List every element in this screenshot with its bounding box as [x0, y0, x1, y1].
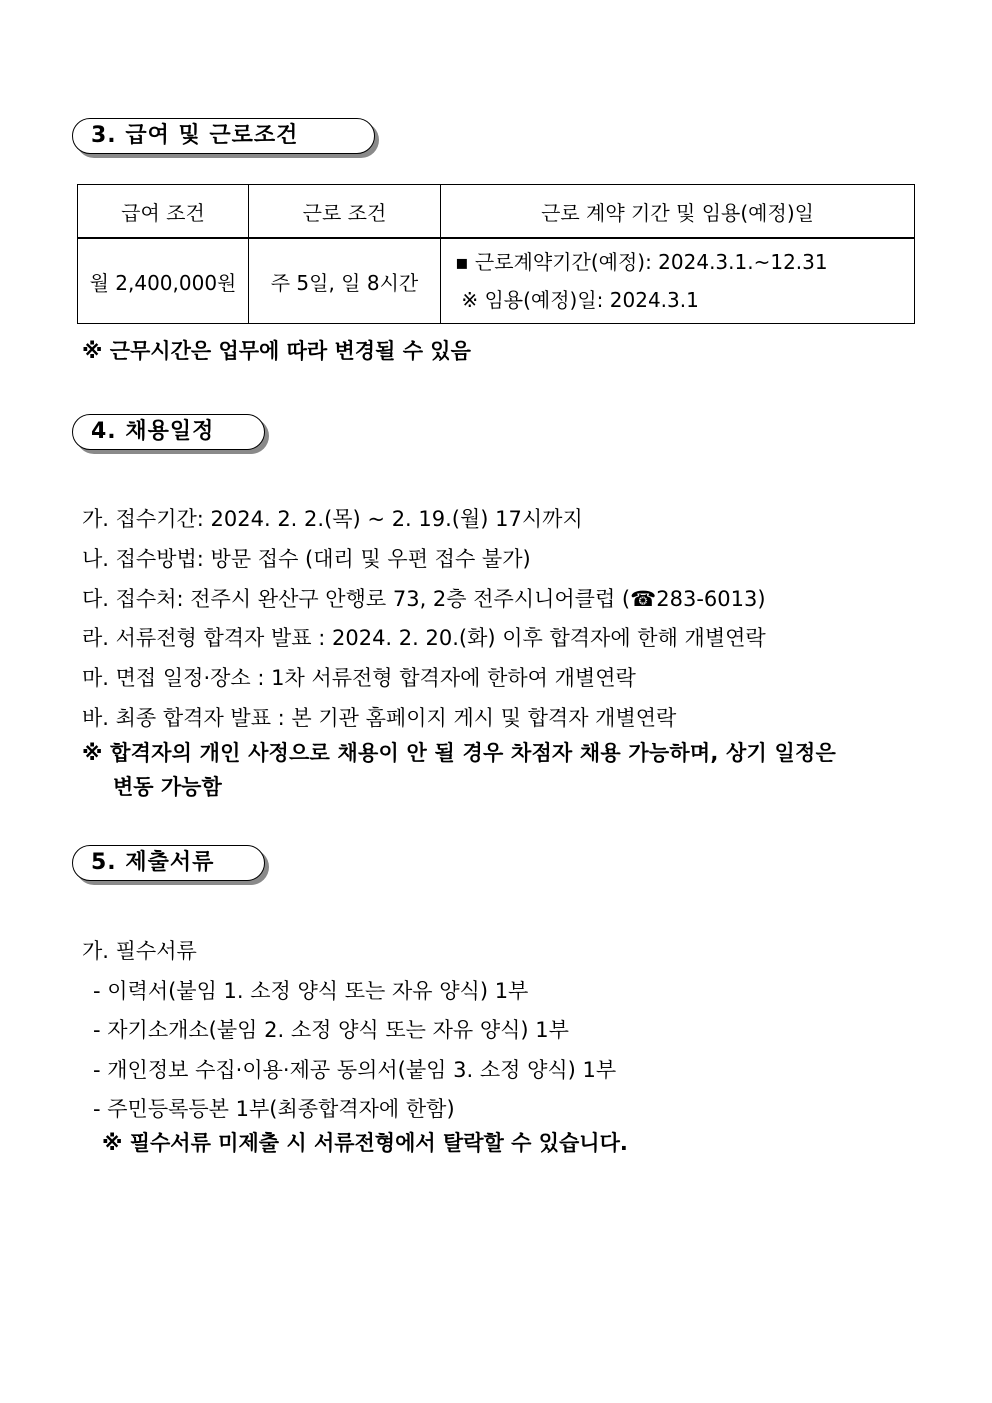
section3-note: ※ 근무시간은 업무에 따라 변경될 수 있음 [82, 339, 471, 363]
schedule-item-interview: 마. 면접 일정·장소 : 1차 서류전형 합격자에 한하여 개별연락 [82, 666, 636, 690]
schedule-item-period: 가. 접수기간: 2024. 2. 2.(목) ~ 2. 19.(월) 17시까지 [82, 507, 583, 531]
document-item-resume: - 이력서(붙임 1. 소정 양식 또는 자유 양식) 1부 [93, 979, 529, 1003]
header-period: 근로 계약 기간 및 임용(예정)일 [441, 185, 915, 238]
schedule-item-final: 바. 최종 합격자 발표 : 본 기관 홈페이지 게시 및 합격자 개별연락 [82, 706, 677, 730]
table-header-row [78, 185, 915, 238]
header-work: 근로 조건 [249, 185, 441, 238]
section5-note: ※ 필수서류 미제출 시 서류전형에서 탈락할 수 있습니다. [102, 1131, 628, 1155]
section4-title: 4. 채용일정 [72, 414, 265, 450]
schedule-item-place: 다. 접수처: 전주시 완산구 안행로 73, 2층 전주시니어클럽 (☎283-6013) [82, 587, 766, 611]
document-item-consent: - 개인정보 수집·이용·제공 동의서(붙임 3. 소정 양식) 1부 [93, 1058, 617, 1082]
document-item-intro: - 자기소개소(붙임 2. 소정 양식 또는 자유 양식) 1부 [93, 1018, 569, 1042]
section4-note-line1: ※ 합격자의 개인 사정으로 채용이 안 될 경우 차점자 채용 가능하며, 상기 일정은 [82, 741, 836, 765]
documents-subtitle: 가. 필수서류 [82, 939, 197, 963]
schedule-item-method: 나. 접수방법: 방문 접수 (대리 및 우편 접수 불가) [82, 547, 531, 571]
section5-title: 5. 제출서류 [72, 845, 265, 881]
header-salary: 급여 조건 [78, 185, 249, 238]
salary-conditions-table [77, 184, 915, 324]
period-line-contract: ▪ 근로계약기간(예정): 2024.3.1.~12.31 [455, 250, 828, 274]
schedule-item-doc-result: 라. 서류전형 합격자 발표 : 2024. 2. 20.(화) 이후 합격자에 한해 개별연락 [82, 626, 766, 650]
cell-salary: 월 2,400,000원 [78, 239, 249, 324]
table-row [78, 239, 915, 324]
cell-work: 주 5일, 일 8시간 [249, 239, 441, 324]
cell-period [441, 239, 915, 324]
section4-note-line2: 변동 가능함 [113, 775, 222, 799]
period-line-appointment: ※ 임용(예정)일: 2024.3.1 [455, 288, 699, 312]
section3-title: 3. 급여 및 근로조건 [72, 118, 375, 154]
document-item-registry: - 주민등록등본 1부(최종합격자에 한함) [93, 1097, 455, 1121]
